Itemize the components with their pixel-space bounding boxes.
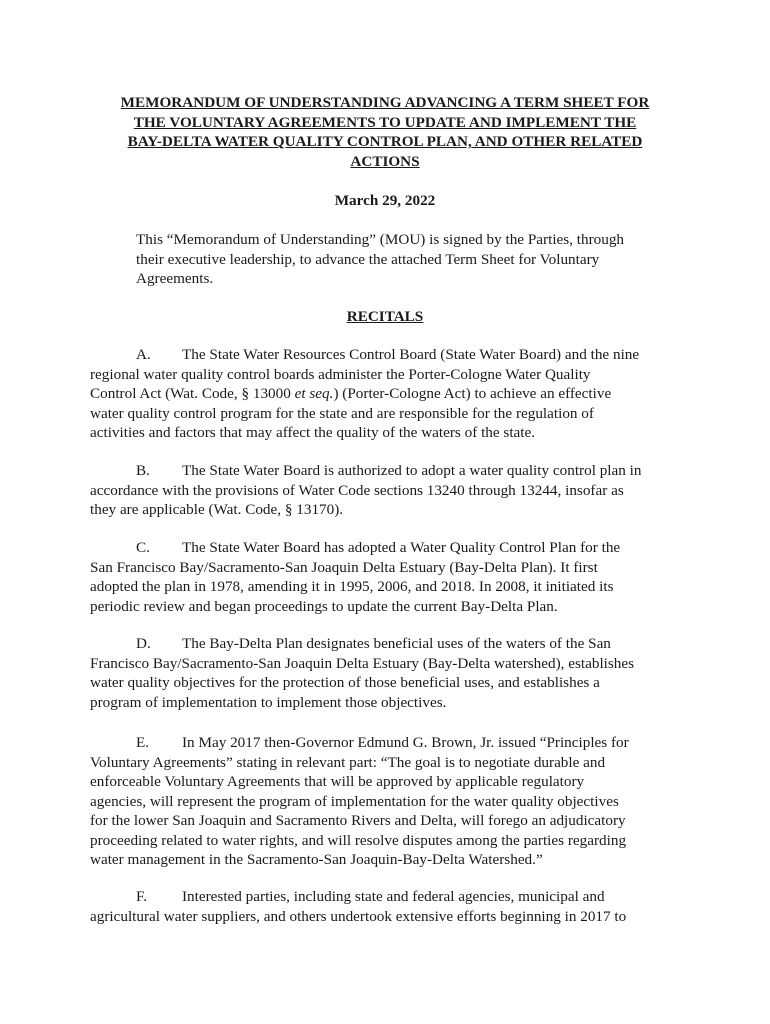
recital-text: activities and factors that may affect the quality of the waters of the state. [90, 424, 536, 442]
recital-first-line [90, 888, 605, 905]
recital-text: adopted the plan in 1978, amending it in 1995, 2006, and 2018. In 2008, it initiated its [90, 578, 614, 596]
recital-c [90, 538, 682, 616]
recital-text: Voluntary Agreements” stating in relevant part: “The goal is to negotiate durable and [90, 753, 606, 771]
title-line: BAY-DELTA WATER QUALITY CONTROL PLAN, AND OTHER RELATED [127, 133, 643, 151]
recital-f [90, 887, 682, 926]
recital-text-line [90, 384, 682, 404]
recital-e [90, 733, 682, 870]
recital-b [90, 461, 682, 520]
recital-text: In May 2017 then-Governor Edmund G. Brown, Jr. issued “Principles for [182, 734, 629, 751]
recital-text: agencies, will represent the program of implementation for the water quality objectives [90, 792, 619, 810]
document-date: March 29, 2022 [334, 192, 436, 209]
recital-text: Interested parties, including state and federal agencies, municipal and [182, 888, 605, 905]
recital-text: for the lower San Joaquin and Sacramento Rivers and Delta, will forego an adjudicatory [90, 812, 626, 830]
document-title [80, 93, 690, 171]
recital-letter: D. [136, 635, 151, 652]
recital-letter: B. [136, 462, 150, 479]
recital-first-line [90, 346, 639, 363]
recital-text: water quality control program for the state and are responsible for the regulation of [90, 404, 594, 422]
recital-text: ) (Porter-Cologne Act) to achieve an effective [333, 385, 612, 403]
recital-text: proceeding related to water rights, and will resolve disputes among the parties regarding [90, 831, 627, 849]
recital-first-line [90, 462, 641, 479]
recital-text: water quality objectives for the protection of those beneficial uses, and establishes a [90, 674, 600, 692]
recital-text: program of implementation to implement those objectives. [90, 693, 447, 711]
recital-text: enforceable Voluntary Agreements that will be approved by applicable regulatory [90, 773, 585, 791]
recital-d [90, 634, 682, 712]
recital-text: Control Act (Wat. Code, § 13000 [90, 385, 295, 403]
recital-text: The Bay-Delta Plan designates beneficial uses of the waters of the San [182, 635, 611, 652]
intro-paragraph [90, 230, 682, 289]
recital-text: they are applicable (Wat. Code, § 13170). [90, 501, 344, 519]
intro-line: This “Memorandum of Understanding” (MOU) is signed by the Parties, through [136, 231, 625, 248]
recital-text: The State Water Board has adopted a Water Quality Control Plan for the [182, 539, 621, 556]
recital-letter: A. [136, 346, 151, 363]
recital-text: periodic review and began proceedings to update the current Bay-Delta Plan. [90, 597, 558, 615]
recital-text: The State Water Resources Control Board (State Water Board) and the nine [182, 346, 640, 363]
recital-first-line [90, 734, 629, 751]
recital-text: regional water quality control boards administer the Porter-Cologne Water Quality [90, 365, 591, 383]
recitals-heading: RECITALS [346, 308, 424, 325]
title-line: THE VOLUNTARY AGREEMENTS TO UPDATE AND IMPLEMENT THE [133, 113, 637, 131]
title-line: ACTIONS [350, 152, 420, 170]
recital-text: Francisco Bay/Sacramento-San Joaquin Delta Estuary (Bay-Delta watershed), establishes [90, 654, 635, 672]
recital-text: The State Water Board is authorized to adopt a water quality control plan in [182, 462, 642, 479]
recital-text: water management in the Sacramento-San Joaquin-Bay-Delta Watershed.” [90, 851, 543, 869]
recital-first-line [90, 635, 611, 652]
recital-text: accordance with the provisions of Water Code sections 13240 through 13244, insofar as [90, 481, 624, 499]
recital-letter: C. [136, 539, 150, 556]
recital-first-line [90, 539, 620, 556]
intro-line: Agreements. [136, 270, 214, 288]
recital-letter: F. [136, 888, 148, 905]
recital-text: agricultural water suppliers, and others undertook extensive efforts beginning in 2017 to [90, 907, 627, 925]
latin-citation: et seq. [294, 385, 334, 403]
recital-a [90, 345, 682, 443]
intro-line: their executive leadership, to advance the attached Term Sheet for Voluntary [136, 250, 600, 268]
recital-text: San Francisco Bay/Sacramento-San Joaquin Delta Estuary (Bay-Delta Plan). It first [90, 558, 598, 576]
recital-letter: E. [136, 734, 150, 751]
title-line: MEMORANDUM OF UNDERSTANDING ADVANCING A TERM SHEET FOR [120, 94, 650, 111]
